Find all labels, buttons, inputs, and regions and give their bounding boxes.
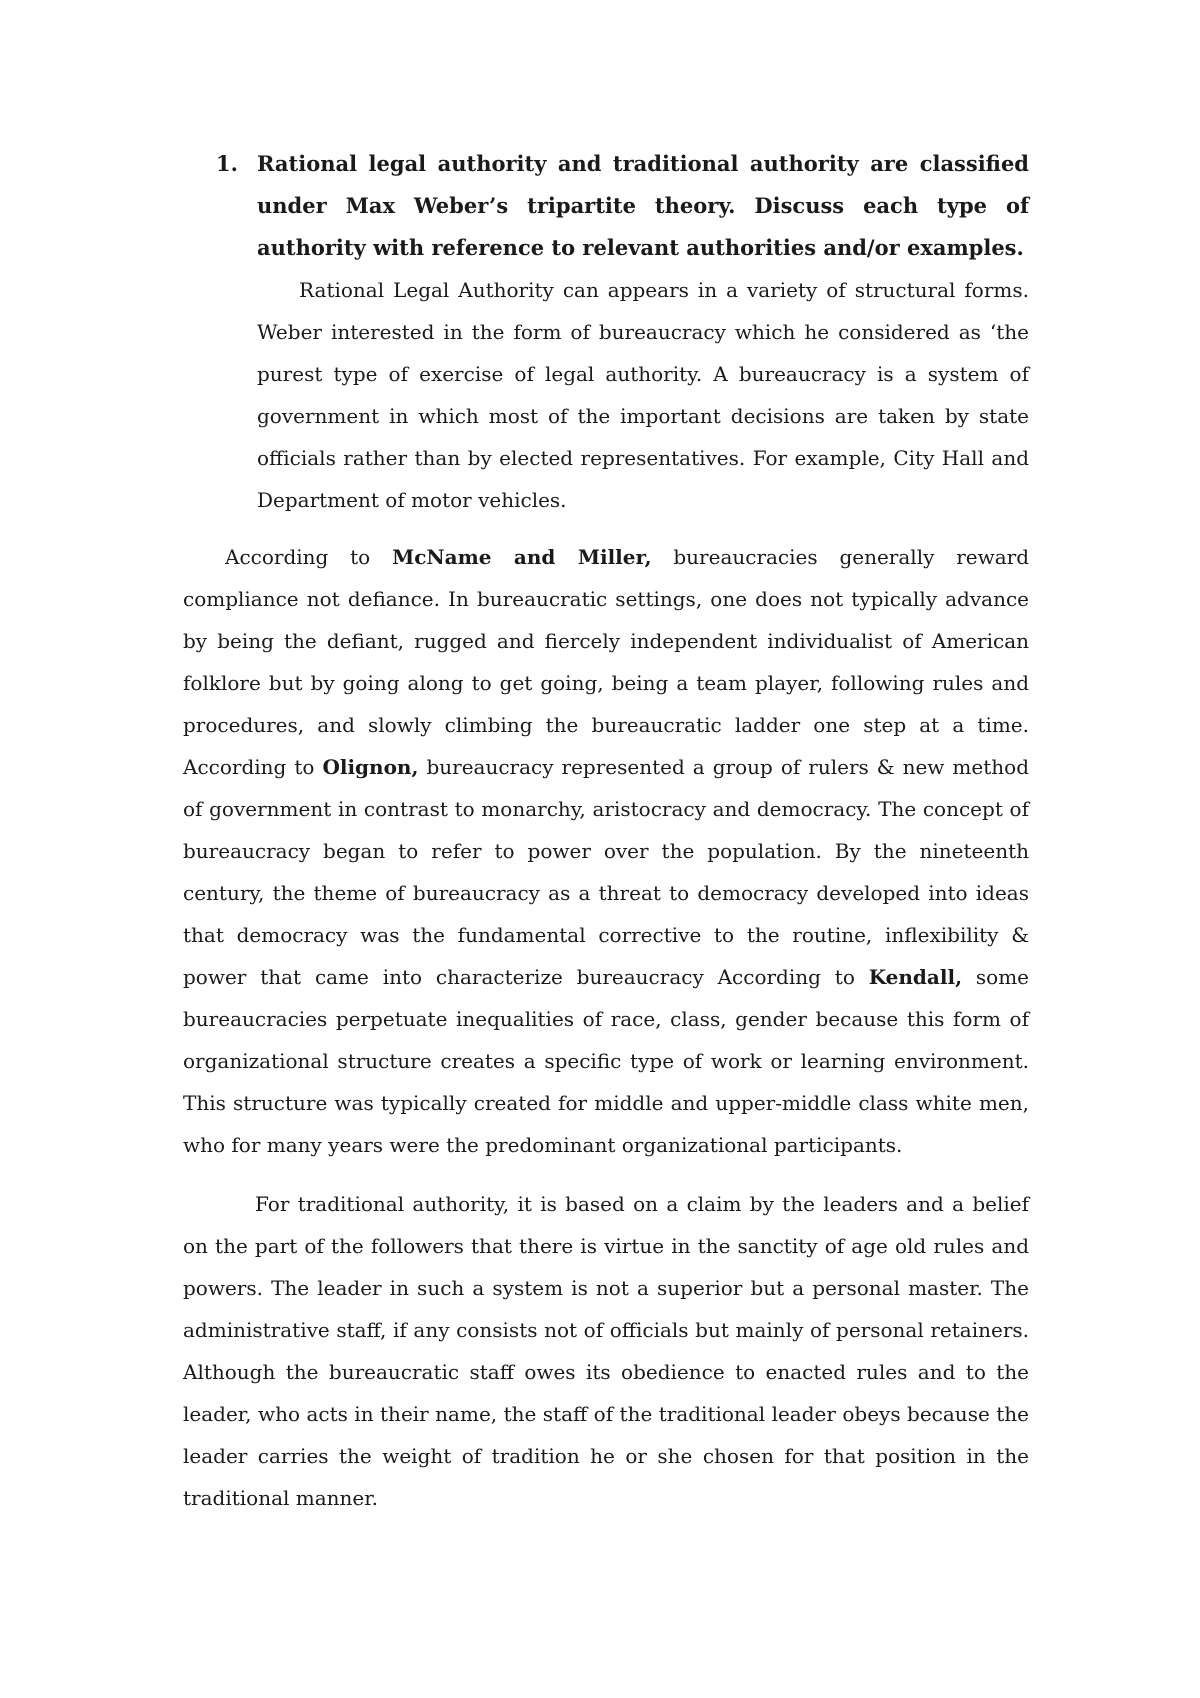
author-olignon: Olignon, <box>322 755 419 779</box>
text-run: bureaucracies generally reward compliance not defiance. In bureaucratic settings, one does not typically advance by being the defiant, rugged and fiercely independent individualist of American folklore but by going along to get going, being a team player, following rules and procedures, and slowly climbing the bureaucratic ladder one step at a time. According to <box>183 545 1030 779</box>
text-run: some bureaucracies perpetuate inequalities of race, class, gender because this form of organizational structure creates a specific type of work or learning environment. This structure was typically created for middle and upper-middle class white men, who for many years were the predominant organizational participants. <box>183 965 1029 1157</box>
question-prompt: Rational legal authority and traditional authority are classified under Max Weber’s tripartite theory. Discuss each type of authority with reference to relevant authorities and/or examples. <box>257 151 1029 260</box>
author-mcname-miller: McName and Miller, <box>392 545 652 569</box>
text-run: According to <box>225 545 393 569</box>
question-answer-paragraph: Rational Legal Authority can appears in a variety of structural forms. Weber interested in the form of bureaucracy which he considered as ‘the purest type of exercise of legal authority. A bureaucracy is a system of government in which most of the important decisions are taken by state officials rather than by elected representatives. For example, City Hall and Department of motor vehicles. <box>257 278 1029 512</box>
text-run: bureaucracy represented a group of rulers & new method of government in contrast to monarchy, aristocracy and democracy. The concept of bureaucracy began to refer to power over the population. By the nineteenth century, the theme of bureaucracy as a threat to democracy developed into ideas that democracy was the fundamental corrective to the routine, inflexibility & power that came into characterize bureaucracy According to <box>183 755 1029 989</box>
traditional-authority-paragraph: For traditional authority, it is based on a claim by the leaders and a belief on the part of the followers that there is virtue in the sanctity of age old rules and powers. The leader in such a system is not a superior but a personal master. The administrative staff, if any consists not of officials but mainly of personal retainers. Although the bureaucratic staff owes its obedience to enacted rules and to the leader, who acts in their name, the staff of the traditional leader obeys because the leader carries the weight of tradition he or she chosen for that position in the traditional manner. <box>183 1192 1029 1510</box>
question-number: 1. <box>216 151 238 176</box>
author-kendall: Kendall, <box>868 965 963 989</box>
question-block <box>216 143 1029 521</box>
bureaucracy-paragraph <box>183 536 1029 1166</box>
